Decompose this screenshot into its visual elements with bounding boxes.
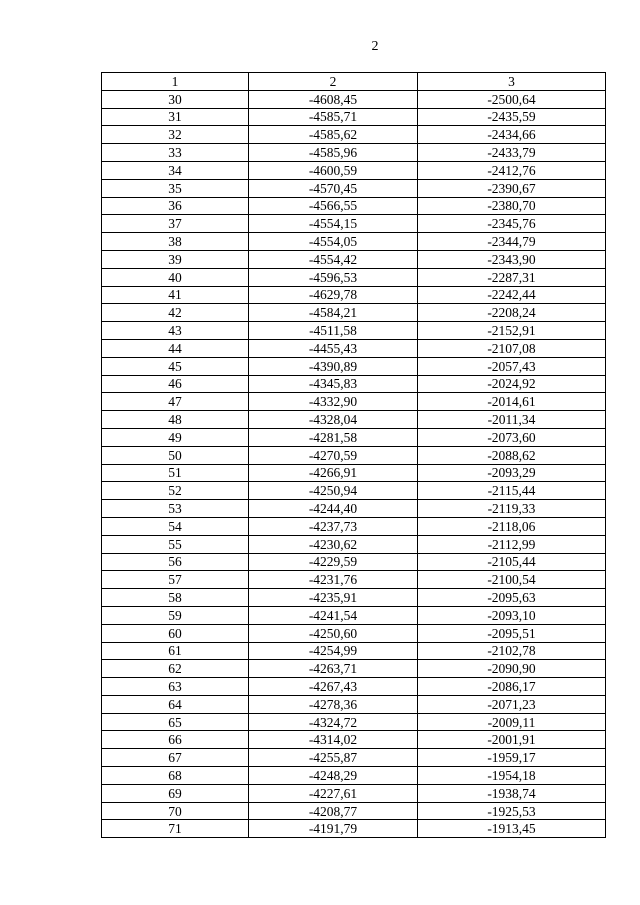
table-row bbox=[102, 268, 606, 286]
table-cell-col-2: -4250,94 bbox=[249, 482, 418, 500]
table-cell-col-2: -4600,59 bbox=[249, 161, 418, 179]
table-cell-col-1: 66 bbox=[102, 731, 249, 749]
table-cell-col-3: -2434,66 bbox=[418, 126, 606, 144]
table-cell-col-2: -4281,58 bbox=[249, 428, 418, 446]
table-row bbox=[102, 393, 606, 411]
table-cell-col-2: -4511,58 bbox=[249, 322, 418, 340]
table-cell-col-2: -4585,96 bbox=[249, 144, 418, 162]
table-row bbox=[102, 464, 606, 482]
table-row bbox=[102, 250, 606, 268]
table-cell-col-1: 42 bbox=[102, 304, 249, 322]
table-cell-col-2: -4227,61 bbox=[249, 784, 418, 802]
table-cell-col-3: -2014,61 bbox=[418, 393, 606, 411]
table-row bbox=[102, 606, 606, 624]
table-cell-col-1: 38 bbox=[102, 233, 249, 251]
table-row bbox=[102, 339, 606, 357]
table-cell-col-2: -4250,60 bbox=[249, 624, 418, 642]
table-cell-col-1: 52 bbox=[102, 482, 249, 500]
table-cell-col-2: -4554,42 bbox=[249, 250, 418, 268]
table-cell-col-3: -2119,33 bbox=[418, 500, 606, 518]
table-cell-col-1: 61 bbox=[102, 642, 249, 660]
table-cell-col-2: -4255,87 bbox=[249, 749, 418, 767]
table-cell-col-3: -2208,24 bbox=[418, 304, 606, 322]
table-cell-col-2: -4585,62 bbox=[249, 126, 418, 144]
table-cell-col-1: 58 bbox=[102, 589, 249, 607]
table-cell-col-2: -4324,72 bbox=[249, 713, 418, 731]
table-row bbox=[102, 767, 606, 785]
table-cell-col-3: -2011,34 bbox=[418, 411, 606, 429]
table-row bbox=[102, 161, 606, 179]
table-cell-col-2: -4267,43 bbox=[249, 678, 418, 696]
table-body bbox=[102, 90, 606, 837]
table-row bbox=[102, 126, 606, 144]
table-cell-col-2: -4254,99 bbox=[249, 642, 418, 660]
table-row bbox=[102, 571, 606, 589]
table-cell-col-2: -4570,45 bbox=[249, 179, 418, 197]
table-cell-col-1: 69 bbox=[102, 784, 249, 802]
table-cell-col-2: -4584,21 bbox=[249, 304, 418, 322]
table-cell-col-3: -2071,23 bbox=[418, 695, 606, 713]
table-cell-col-1: 43 bbox=[102, 322, 249, 340]
table-cell-col-3: -2344,79 bbox=[418, 233, 606, 251]
column-header-1: 1 bbox=[102, 73, 249, 91]
table-cell-col-1: 49 bbox=[102, 428, 249, 446]
table-cell-col-2: -4278,36 bbox=[249, 695, 418, 713]
table-row bbox=[102, 731, 606, 749]
table-cell-col-2: -4230,62 bbox=[249, 535, 418, 553]
table-row bbox=[102, 482, 606, 500]
table-cell-col-3: -2095,63 bbox=[418, 589, 606, 607]
table-cell-col-1: 51 bbox=[102, 464, 249, 482]
table-cell-col-2: -4585,71 bbox=[249, 108, 418, 126]
table-cell-col-2: -4455,43 bbox=[249, 339, 418, 357]
table-cell-col-2: -4629,78 bbox=[249, 286, 418, 304]
table-cell-col-1: 39 bbox=[102, 250, 249, 268]
table-cell-col-1: 44 bbox=[102, 339, 249, 357]
table-cell-col-3: -2093,10 bbox=[418, 606, 606, 624]
table-cell-col-2: -4314,02 bbox=[249, 731, 418, 749]
table-cell-col-1: 62 bbox=[102, 660, 249, 678]
table-cell-col-2: -4231,76 bbox=[249, 571, 418, 589]
table-cell-col-2: -4229,59 bbox=[249, 553, 418, 571]
table-row bbox=[102, 144, 606, 162]
table-cell-col-3: -2107,08 bbox=[418, 339, 606, 357]
table-cell-col-1: 59 bbox=[102, 606, 249, 624]
table-cell-col-1: 56 bbox=[102, 553, 249, 571]
table-cell-col-3: -2242,44 bbox=[418, 286, 606, 304]
table-cell-col-1: 35 bbox=[102, 179, 249, 197]
table-row bbox=[102, 589, 606, 607]
table-cell-col-1: 68 bbox=[102, 767, 249, 785]
table-cell-col-3: -2380,70 bbox=[418, 197, 606, 215]
table-cell-col-3: -2095,51 bbox=[418, 624, 606, 642]
table-cell-col-2: -4270,59 bbox=[249, 446, 418, 464]
table-cell-col-1: 36 bbox=[102, 197, 249, 215]
table-cell-col-3: -2102,78 bbox=[418, 642, 606, 660]
table-row bbox=[102, 713, 606, 731]
table-cell-col-1: 47 bbox=[102, 393, 249, 411]
table-cell-col-1: 45 bbox=[102, 357, 249, 375]
table-cell-col-1: 31 bbox=[102, 108, 249, 126]
table-row bbox=[102, 642, 606, 660]
table-row bbox=[102, 749, 606, 767]
table-row bbox=[102, 411, 606, 429]
table-cell-col-1: 50 bbox=[102, 446, 249, 464]
table-cell-col-1: 65 bbox=[102, 713, 249, 731]
table-cell-col-1: 63 bbox=[102, 678, 249, 696]
table-cell-col-3: -2152,91 bbox=[418, 322, 606, 340]
table-cell-col-2: -4241,54 bbox=[249, 606, 418, 624]
table-cell-col-2: -4608,45 bbox=[249, 90, 418, 108]
column-header-3: 3 bbox=[418, 73, 606, 91]
table-row bbox=[102, 517, 606, 535]
table-cell-col-3: -2115,44 bbox=[418, 482, 606, 500]
table-cell-col-1: 41 bbox=[102, 286, 249, 304]
table-cell-col-1: 46 bbox=[102, 375, 249, 393]
table-cell-col-3: -2009,11 bbox=[418, 713, 606, 731]
table-row bbox=[102, 179, 606, 197]
table-cell-col-2: -4208,77 bbox=[249, 802, 418, 820]
table-cell-col-1: 57 bbox=[102, 571, 249, 589]
table-cell-col-3: -2090,90 bbox=[418, 660, 606, 678]
table-row bbox=[102, 304, 606, 322]
table-cell-col-3: -1938,74 bbox=[418, 784, 606, 802]
table-row bbox=[102, 197, 606, 215]
table-cell-col-1: 30 bbox=[102, 90, 249, 108]
table-cell-col-1: 60 bbox=[102, 624, 249, 642]
table-cell-col-3: -2105,44 bbox=[418, 553, 606, 571]
table-cell-col-3: -2343,90 bbox=[418, 250, 606, 268]
table-cell-col-1: 34 bbox=[102, 161, 249, 179]
table-cell-col-3: -2001,91 bbox=[418, 731, 606, 749]
table-cell-col-2: -4332,90 bbox=[249, 393, 418, 411]
table-cell-col-1: 55 bbox=[102, 535, 249, 553]
table-cell-col-3: -2500,64 bbox=[418, 90, 606, 108]
table-row bbox=[102, 820, 606, 838]
table-cell-col-3: -2118,06 bbox=[418, 517, 606, 535]
table-row bbox=[102, 90, 606, 108]
table-row bbox=[102, 784, 606, 802]
table-cell-col-3: -2093,29 bbox=[418, 464, 606, 482]
table-cell-col-2: -4263,71 bbox=[249, 660, 418, 678]
table-cell-col-3: -2073,60 bbox=[418, 428, 606, 446]
table-cell-col-3: -2390,67 bbox=[418, 179, 606, 197]
table-cell-col-3: -1959,17 bbox=[418, 749, 606, 767]
table-cell-col-1: 37 bbox=[102, 215, 249, 233]
table-row bbox=[102, 375, 606, 393]
table-cell-col-2: -4345,83 bbox=[249, 375, 418, 393]
table-cell-col-3: -2435,59 bbox=[418, 108, 606, 126]
table-cell-col-2: -4566,55 bbox=[249, 197, 418, 215]
table-cell-col-2: -4237,73 bbox=[249, 517, 418, 535]
table-cell-col-3: -2100,54 bbox=[418, 571, 606, 589]
table-row bbox=[102, 553, 606, 571]
table-cell-col-1: 70 bbox=[102, 802, 249, 820]
table-row bbox=[102, 215, 606, 233]
table-cell-col-2: -4390,89 bbox=[249, 357, 418, 375]
header-row bbox=[102, 73, 606, 91]
table-cell-col-3: -2433,79 bbox=[418, 144, 606, 162]
table-cell-col-1: 53 bbox=[102, 500, 249, 518]
table-row bbox=[102, 535, 606, 553]
table-cell-col-3: -1925,53 bbox=[418, 802, 606, 820]
table-cell-col-1: 32 bbox=[102, 126, 249, 144]
table-cell-col-3: -2086,17 bbox=[418, 678, 606, 696]
table-row bbox=[102, 695, 606, 713]
table-cell-col-2: -4244,40 bbox=[249, 500, 418, 518]
table-row bbox=[102, 286, 606, 304]
table-cell-col-2: -4554,05 bbox=[249, 233, 418, 251]
table-row bbox=[102, 108, 606, 126]
table-cell-col-1: 54 bbox=[102, 517, 249, 535]
table-header bbox=[102, 73, 606, 91]
table-cell-col-1: 33 bbox=[102, 144, 249, 162]
table-cell-col-2: -4266,91 bbox=[249, 464, 418, 482]
table-cell-col-3: -2057,43 bbox=[418, 357, 606, 375]
table-row bbox=[102, 357, 606, 375]
table-cell-col-2: -4596,53 bbox=[249, 268, 418, 286]
table-cell-col-3: -1954,18 bbox=[418, 767, 606, 785]
table-cell-col-1: 48 bbox=[102, 411, 249, 429]
table-cell-col-1: 40 bbox=[102, 268, 249, 286]
table-row bbox=[102, 678, 606, 696]
table-cell-col-1: 64 bbox=[102, 695, 249, 713]
table-cell-col-3: -2112,99 bbox=[418, 535, 606, 553]
table-cell-col-3: -2024,92 bbox=[418, 375, 606, 393]
table-row bbox=[102, 802, 606, 820]
table-cell-col-3: -1913,45 bbox=[418, 820, 606, 838]
table-cell-col-2: -4191,79 bbox=[249, 820, 418, 838]
table-row bbox=[102, 624, 606, 642]
table-row bbox=[102, 500, 606, 518]
column-header-2: 2 bbox=[249, 73, 418, 91]
table-cell-col-2: -4328,04 bbox=[249, 411, 418, 429]
table-cell-col-3: -2412,76 bbox=[418, 161, 606, 179]
table-row bbox=[102, 446, 606, 464]
page-number: 2 bbox=[371, 39, 379, 54]
table-cell-col-3: -2287,31 bbox=[418, 268, 606, 286]
table-cell-col-1: 67 bbox=[102, 749, 249, 767]
table-cell-col-3: -2345,76 bbox=[418, 215, 606, 233]
table-cell-col-2: -4235,91 bbox=[249, 589, 418, 607]
table-row bbox=[102, 660, 606, 678]
table-row bbox=[102, 233, 606, 251]
table-cell-col-2: -4248,29 bbox=[249, 767, 418, 785]
table-cell-col-1: 71 bbox=[102, 820, 249, 838]
table-row bbox=[102, 428, 606, 446]
table-cell-col-3: -2088,62 bbox=[418, 446, 606, 464]
coordinates-table bbox=[101, 72, 606, 838]
table-row bbox=[102, 322, 606, 340]
table-cell-col-2: -4554,15 bbox=[249, 215, 418, 233]
